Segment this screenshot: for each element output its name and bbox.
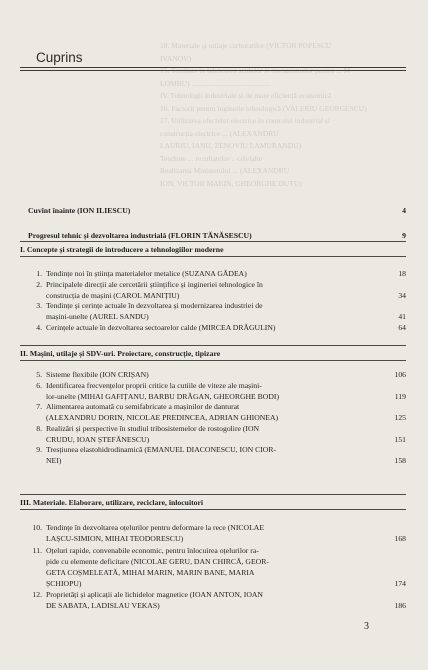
section-rule [20,494,406,495]
page-number: 3 [364,621,369,632]
entry-text: Cerințele actuale în dezvoltarea sectoarelor calde (MIRCEA DRĂGULIN) [46,323,276,332]
entry-text-line: DE SABATA, LADISLAU VEKAS) [46,601,160,610]
toc-entry [30,401,406,423]
entry-text-line: pide cu elemente deficitare (NICOLAE GERU, DAN CHIRCĂ, GEOR- [46,557,269,566]
entry-page-number: 168 [394,534,406,543]
section-rule [20,256,406,257]
entry-page-number: 151 [394,435,406,444]
bleed-line: construcția electrice ... (ALEXANDRU [160,128,279,138]
entry-text-line: Cuvînt înainte (ION ILIESCU) [28,206,131,215]
entry-page-number: 158 [394,456,406,465]
entry-text-line: LAȘCU-SIMION, MIHAI TEODORESCU) [46,534,184,543]
bleed-line: 15. Tendinte in fabricarea sculelor si mecanismelor pentru ... M [160,66,351,75]
section-heading: II. Mașini, utilaje și SDV-uri. Proiectare, construcție, tipizare [20,349,221,358]
entry-text: Proprietăți și aplicații ale lichidelor magnetice (IOAN ANTON, IOAN [46,590,263,599]
bleed-line: LOMBU) .......................................... [160,78,271,88]
entry-text-line [30,279,406,290]
entry-text-line: (ALEXANDRU DORIN, NICOLAE PREDINCEA, ADRIAN GHIONEA) [46,413,279,422]
section-rule [20,345,406,346]
title-rule-top [20,67,406,68]
section-rule [20,241,406,242]
toc-entry [30,444,406,466]
entry-number: 10. [32,523,42,532]
entry-text-line: ȘCHIOPU) [46,579,82,588]
entry-text-line [30,401,406,412]
toc-entry [30,380,406,402]
entry-text-line: GETA COȘMELEATĂ, MIHAI MARIN, MARIN BANE, MARIA [46,568,255,577]
entry-text-line [30,444,406,455]
entry-text-line: mașini-unelte (AUREL SANDU) [46,312,149,321]
entry-number: 12. [32,590,42,599]
page-title: Cuprins [36,50,83,65]
entry-text: Oțeluri rapide, convenabile economic, pentru înlocuirea oțelurilor ra- [46,546,259,555]
toc-entry [30,322,406,333]
entry-text: Realizări și perspective în studiul tribosistemelor de rostogolire (ION [46,424,260,433]
entry-page-number: 119 [394,392,406,401]
entry-text-line [30,268,406,279]
bleed-line: Tendinte ... rezultatelor .. celelalte [160,153,263,163]
section-rule [20,509,406,510]
bleed-line: IV. Tehnologii industriale și de mare eficiență economică [160,91,332,100]
entry-number: 11. [32,546,42,555]
entry-text: Principalele direcții ale cercetării științifice și ingineriei tehnologice în [46,280,263,289]
entry-text-line: construcția de mașini (CAROL MANIȚIU) [46,291,180,300]
entry-text: Tendințe în dezvoltarea oțelurilor pentru deformare la rece (NICOLAE [46,523,265,532]
entry-text-line [30,522,406,533]
entry-text-line [30,589,406,600]
entry-number: 9. [36,445,42,454]
entry-page-number: 34 [398,291,406,300]
entry-text: Alimentarea automată cu semifabricate a mașinilor de danturat [46,402,240,411]
bleed-line: 18. Materiale și utilaje carburatilor (VICTOR POPESCU [160,41,332,50]
toc-entry [30,589,406,611]
entry-text-line: Progresul tehnic și dezvoltarea industrială (FLORIN TĂNĂSESCU) [28,231,252,240]
entry-page-number: 9 [402,231,406,240]
entry-text-line: CRUDU, IOAN ȘTEFĂNESCU) [46,435,150,444]
entry-number: 6. [36,381,42,390]
toc-front-entry [28,230,406,241]
entry-number: 3. [36,301,42,310]
toc-entry [30,423,406,445]
entry-number: 7. [36,402,42,411]
entry-number: 2. [36,280,42,289]
entry-page-number: 186 [394,601,406,610]
toc-entry [30,268,406,279]
entry-number: 1. [36,269,42,278]
entry-page-number: 64 [398,323,406,332]
entry-page-number: 41 [398,312,406,321]
toc-entry [30,522,406,544]
entry-text-line: lor-unelte (MIHAI GAFIȚANU, BARBU DRĂGAN, GHEORGHE BODI) [46,392,280,401]
entry-text-line [30,300,406,311]
entry-text-line: NEI) [46,456,62,465]
entry-page-number: 4 [402,206,406,215]
entry-text: Sisteme flexibile (ION CRIȘAN) [46,370,149,379]
bleed-line: 16. Factorii pentru inginerie tehnologică (VALERIU GEORGESCU) [160,103,367,113]
section-rule [20,360,406,361]
toc-entry [30,300,406,322]
entry-number: 5. [36,370,42,379]
bleed-through-text [160,40,400,190]
bleed-line: IVANOV) [160,53,192,63]
toc-entry [30,279,406,301]
entry-number: 8. [36,424,42,433]
entry-text-line [30,423,406,434]
entry-text-line [30,369,406,380]
toc-front-entry [28,205,406,216]
bleed-line: ION, VICTOR MARIN, GHEORGHE DUTU) [160,178,302,188]
section-heading: III. Materiale. Elaborare, utilizare, reciclare, înlocuitori [20,498,204,507]
section-heading: I. Concepte și strategii de introducere a tehnologiilor moderne [20,245,224,254]
entry-text-line [30,545,406,556]
bleed-line: Realizarea Ministerului ... (ALEXANDRU [160,166,290,175]
entry-text: Tendințe noi în știința materialelor metalice (SUZANA GĂDEA) [46,269,247,278]
entry-number: 4. [36,323,42,332]
entry-page-number: 18 [398,269,406,278]
entry-page-number: 125 [394,413,406,422]
entry-text: Tresțiunea elastohidrodinamică (EMANUEL DIACONESCU, ION CIOR- [46,445,277,454]
entry-text: Identificarea frecvențelor proprii critice la cutiile de viteze ale mașini- [46,381,262,390]
entry-page-number: 106 [394,370,406,379]
bleed-line: 17. Utilizarea efectelor electrice în controlul industrial și [160,116,330,125]
bleed-line: LAURIU, IANU, ZENOVIU LAMURANDU) [160,141,302,150]
title-rule-bottom [20,70,406,71]
entry-text: Tendințe și cerințe actuale în dezvoltarea și modernizarea industriei de [46,301,263,310]
toc-entry [30,545,406,589]
entry-page-number: 174 [394,579,406,588]
entry-text-line [30,380,406,391]
toc-entry [30,369,406,380]
entry-text-line [30,322,406,333]
